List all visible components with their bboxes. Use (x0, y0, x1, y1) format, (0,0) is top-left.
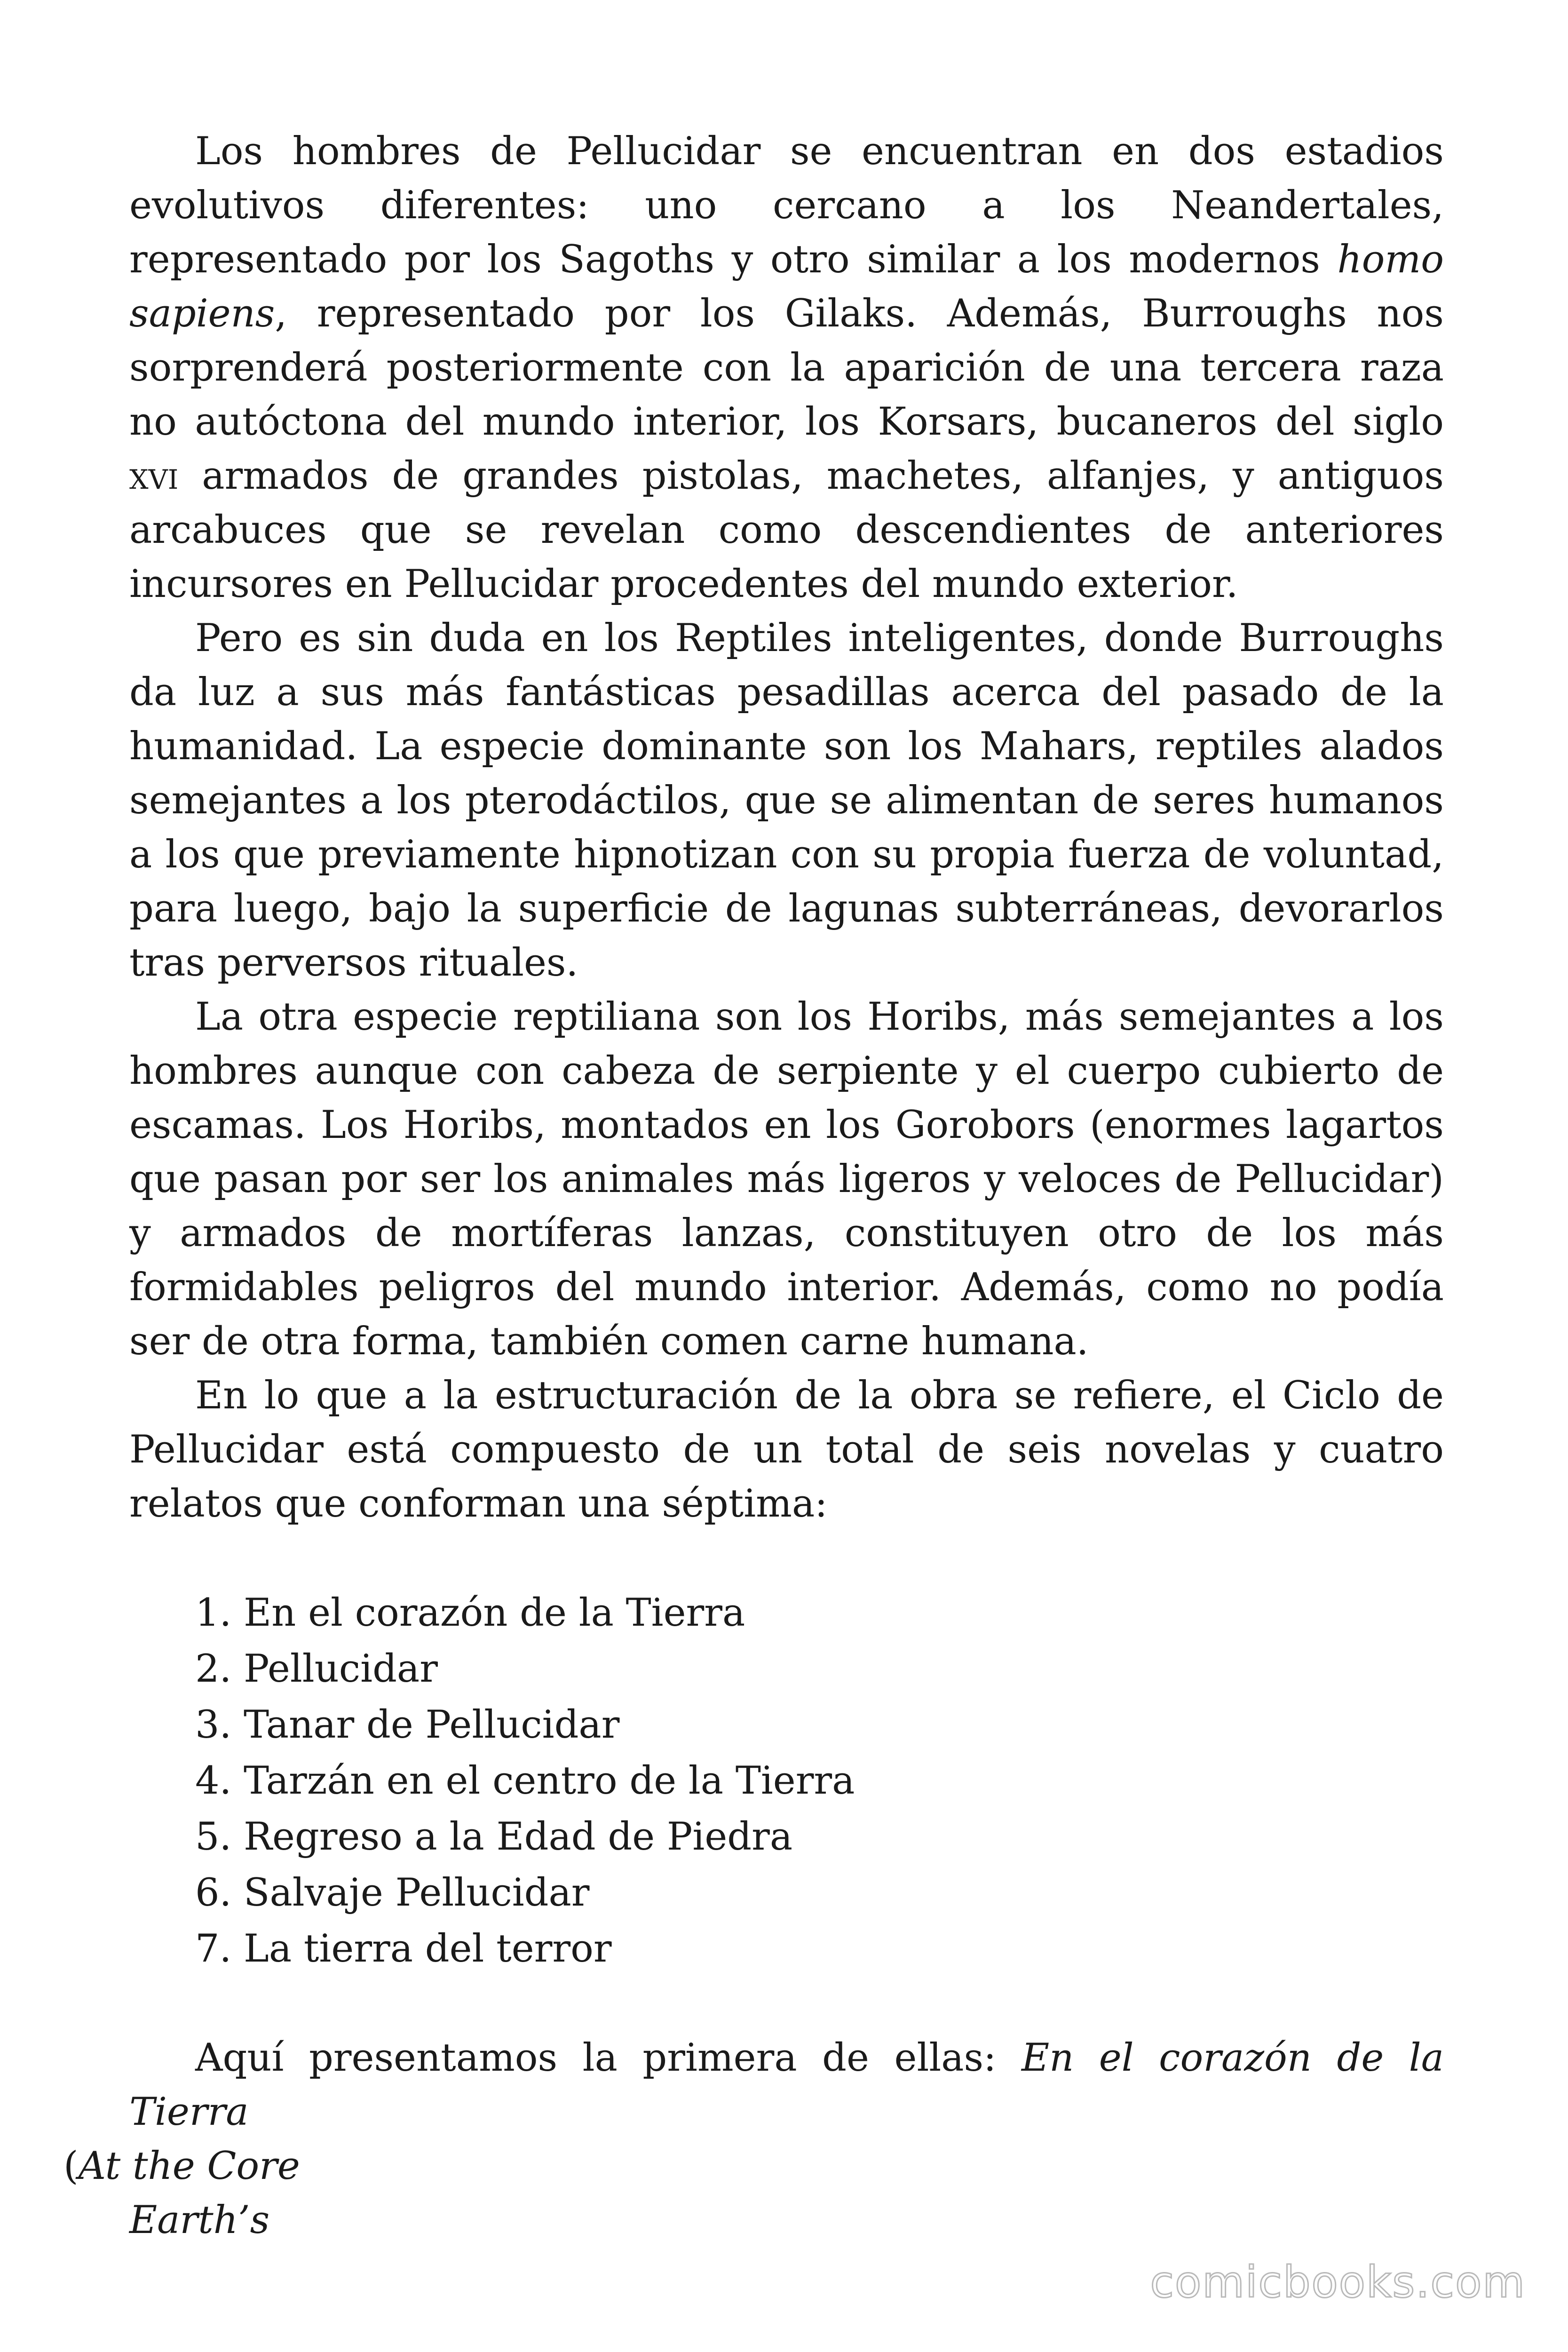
paragraph-1 (129, 125, 1444, 612)
page-body (63, 125, 1444, 2248)
paren-open: ( (63, 2144, 79, 2188)
paragraph-1-italic: homo sapiens (129, 238, 1444, 336)
paragraph-2: Pero es sin duda en los Reptiles inteligentes, donde Burroughs da luz a sus más fantásticas pesadillas acerca del pasado de la humanidad. La especie dominante son los Mahars, reptiles alados semejantes a los pterodáctilos, que se alimentan de seres humanos a los que previamente hipnotizan con su propia fuerza de voluntad, para luego, bajo la superficie de lagunas subterráneas, devorarlos tras perversos rituales. (129, 616, 1444, 985)
paragraph-5-italic-original-title: At the Core (78, 2144, 300, 2188)
paragraph-4: En lo que a la estructuración de la obra se refiere, el Ciclo de Pellucidar está compuesto de un total de seis novelas y cuatro relatos que conforman una séptima: (129, 1374, 1444, 1526)
paragraph-5-continuation (63, 2139, 300, 2193)
paragraph-3: La otra especie reptiliana son los Horibs, más semejantes a los hombres aunque con cabeza de serpiente y el cuerpo cubierto de escamas. Los Horibs, montados en los Gorobors (enormes lagartos que pasan por ser los animales más ligeros y veloces de Pellucidar) y armados de mortíferas lanzas, constituyen otro de los más formidables peligros del mundo interior. Además, como no podía ser de otra forma, también comen carne humana. (129, 995, 1444, 1364)
list-item: 5. Regreso a la Edad de Piedra (195, 1815, 793, 1859)
list-item: 4. Tarzán en el centro de la Tierra (195, 1759, 855, 1803)
watermark: comicbooks.com (1150, 2257, 1526, 2307)
paragraph-1-text-c: armados de grandes pistolas, machetes, alfanjes, y antiguos arcabuces que se revelan como descendientes de anteriores incursores en Pellucidar procedentes del mundo exterior. (129, 454, 1444, 606)
novel-list (129, 1585, 1444, 1977)
paragraph-5-text: Aquí presentamos la primera de ellas: (195, 2036, 1022, 2080)
century-numeral: xvi (129, 454, 179, 498)
final-line: Earth’s (129, 2198, 270, 2242)
list-item: 1. En el corazón de la Tierra (195, 1591, 745, 1635)
paragraph-5 (63, 2031, 1444, 2193)
list-item: 6. Salvaje Pellucidar (195, 1871, 590, 1915)
paragraph-1-text-a: Los hombres de Pellucidar se encuentran en dos estadios evolutivos diferentes: uno cercano a los Neandertales, representado por los Sagoths y otro similar a los modernos (129, 129, 1444, 282)
paragraph-5-italic-title: En el corazón de la Tierra (129, 2036, 1444, 2134)
list-item: 3. Tanar de Pellucidar (195, 1703, 620, 1747)
list-item: 2. Pellucidar (195, 1647, 438, 1691)
paragraph-1-text-b: , representado por los Gilaks. Además, Burroughs nos sorprenderá posteriormente con la aparición de una tercera raza no autóctona del mundo interior, los Korsars, bucaneros del siglo (129, 292, 1444, 444)
list-item: 7. La tierra del terror (195, 1927, 612, 1971)
